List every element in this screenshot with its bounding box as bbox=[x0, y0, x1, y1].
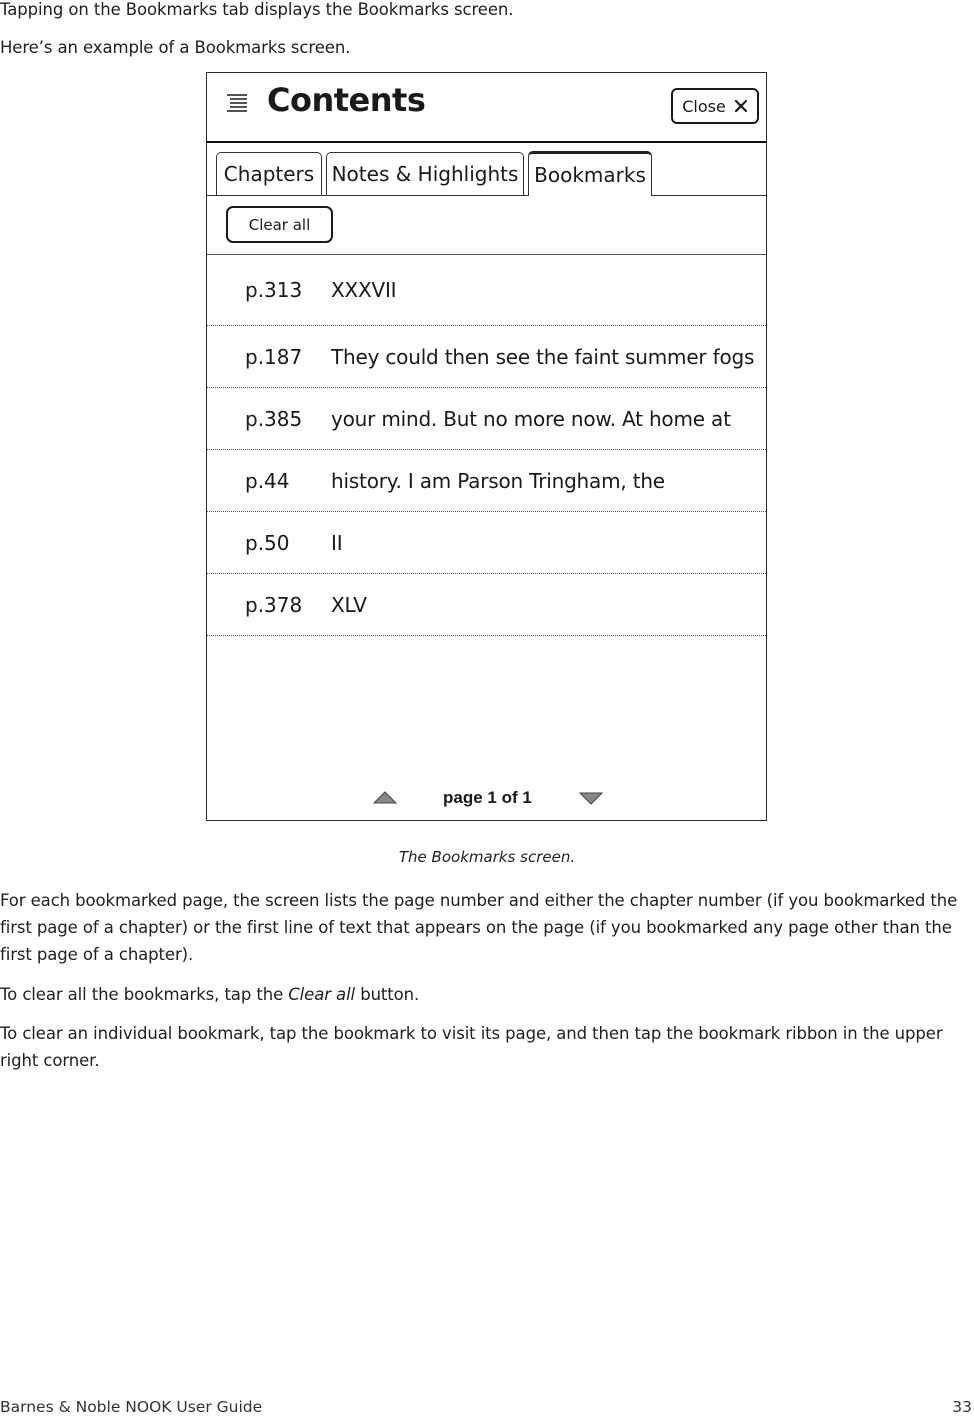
list-icon bbox=[225, 91, 249, 115]
bookmark-row[interactable] bbox=[207, 255, 766, 326]
body-para-1-line-3: first page of a chapter). bbox=[0, 945, 194, 964]
bookmark-row[interactable] bbox=[207, 326, 766, 388]
bookmarks-screen bbox=[206, 72, 767, 821]
bookmark-page: p.313 bbox=[245, 278, 303, 302]
bookmarks-toolbar bbox=[207, 196, 766, 255]
bookmark-page: p.187 bbox=[245, 344, 303, 369]
contents-header bbox=[207, 73, 766, 143]
close-button[interactable] bbox=[671, 88, 759, 124]
para-2-text-end: button. bbox=[355, 985, 420, 1004]
page-up-icon[interactable] bbox=[373, 791, 397, 805]
bookmark-page: p.378 bbox=[245, 592, 303, 617]
intro-line-2: Here’s an example of a Bookmarks screen. bbox=[0, 38, 351, 57]
page-indicator: page 1 of 1 bbox=[443, 788, 532, 807]
pager bbox=[207, 785, 766, 813]
para-2-text-start: To clear all the bookmarks, tap the bbox=[0, 985, 289, 1004]
body-para-1-line-1: For each bookmarked page, the screen lists the page number and either the chapter number (if you bookmarked the bbox=[0, 891, 958, 910]
bookmark-text: XXXVII bbox=[331, 278, 397, 302]
clear-all-reference: Clear all bbox=[288, 985, 356, 1004]
close-label: Close bbox=[682, 96, 726, 116]
tab-notes-highlights[interactable]: Notes & Highlights bbox=[326, 152, 524, 195]
footer-page-number: 33 bbox=[952, 1398, 972, 1416]
bookmark-text: history. I am Parson Tringham, the bbox=[331, 468, 665, 493]
figure-caption: The Bookmarks screen. bbox=[398, 848, 576, 866]
body-para-3-line-1: To clear an individual bookmark, tap the bookmark to visit its page, and then tap the bookmark ribbon in the upper bbox=[0, 1024, 943, 1043]
bookmark-text: II bbox=[331, 530, 343, 555]
bookmark-page: p.44 bbox=[245, 468, 290, 493]
body-para-1-line-2: first page of a chapter) or the first line of text that appears on the page (if you bookmarked any page other than the bbox=[0, 918, 952, 937]
body-para-2 bbox=[0, 981, 419, 1008]
bookmark-text: XLV bbox=[331, 592, 367, 617]
bookmark-row[interactable] bbox=[207, 512, 766, 574]
bookmark-list bbox=[207, 255, 766, 636]
contents-title: Contents bbox=[267, 81, 426, 119]
bookmark-page: p.385 bbox=[245, 406, 303, 431]
bookmark-row[interactable] bbox=[207, 450, 766, 512]
bookmark-row[interactable] bbox=[207, 574, 766, 636]
body-para-3-line-2: right corner. bbox=[0, 1051, 100, 1070]
clear-all-button[interactable]: Clear all bbox=[226, 206, 333, 243]
intro-line-1: Tapping on the Bookmarks tab displays the Bookmarks screen. bbox=[0, 0, 514, 19]
close-icon bbox=[734, 99, 748, 113]
bookmark-row[interactable] bbox=[207, 388, 766, 450]
bookmark-text: your mind. But no more now. At home at bbox=[331, 406, 731, 431]
bookmark-page: p.50 bbox=[245, 530, 290, 555]
footer-title: Barnes & Noble NOOK User Guide bbox=[0, 1398, 263, 1416]
page-down-icon[interactable] bbox=[579, 791, 603, 805]
tab-bookmarks[interactable]: Bookmarks bbox=[528, 151, 652, 196]
tab-bar bbox=[207, 143, 766, 196]
tab-chapters[interactable]: Chapters bbox=[216, 152, 322, 195]
bookmark-text: They could then see the faint summer fogs bbox=[331, 344, 755, 369]
